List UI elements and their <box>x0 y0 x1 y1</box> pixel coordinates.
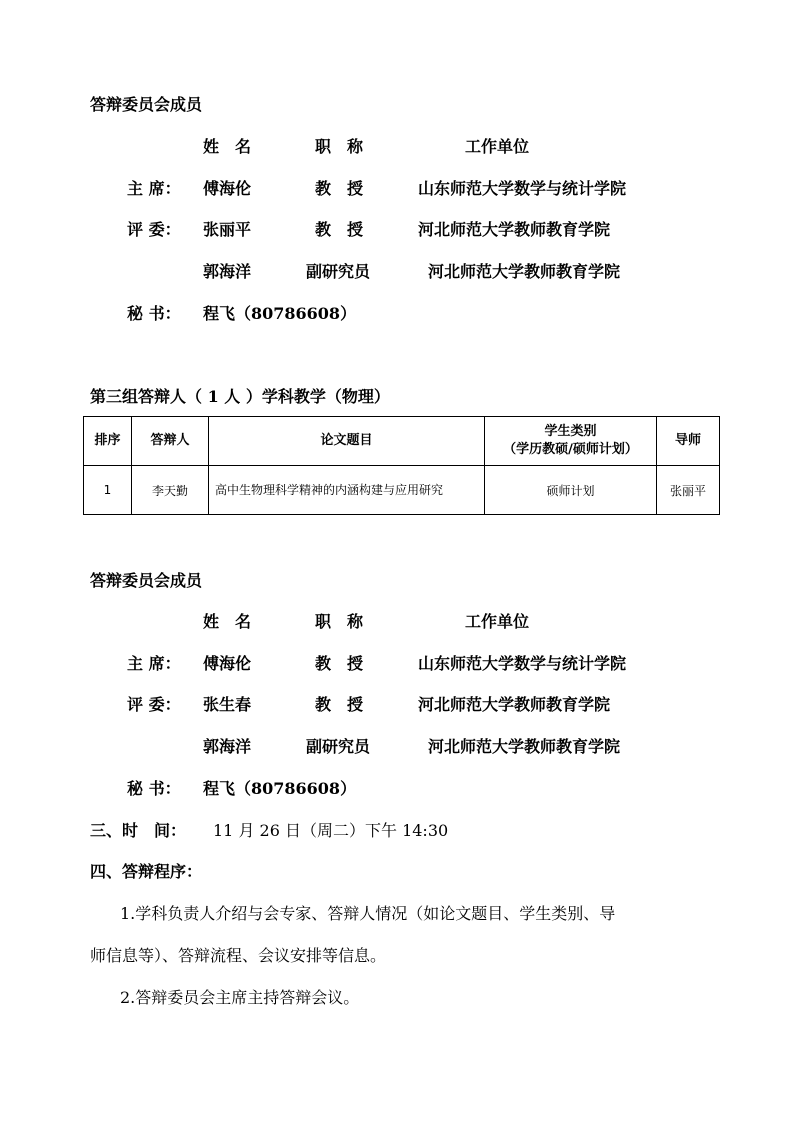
committee-2-chair-rank: 教 授 <box>315 654 364 673</box>
table-row <box>84 466 720 515</box>
committee-1-chair-name: 傅海伦 <box>203 179 252 198</box>
cell-thesis: 高中生物理科学精神的内涵构建与应用研究 <box>209 466 485 515</box>
header-category-line1: 学生类别 <box>544 424 597 439</box>
committee-2-chair-name: 傅海伦 <box>203 654 252 673</box>
committee-1-chair-rank: 教 授 <box>315 179 364 198</box>
header-category-line2: （学历教硕/硕师计划） <box>503 442 638 457</box>
header-name: 答辩人 <box>132 417 209 466</box>
header-advisor: 导师 <box>657 417 720 466</box>
committee-2-title: 答辩委员会成员 <box>90 571 203 590</box>
committee-1-member-1-name: 张丽平 <box>203 220 252 239</box>
committee-2-header-unit: 工作单位 <box>465 612 530 631</box>
procedure-title: 四、答辩程序： <box>90 862 203 881</box>
procedure-item-1-line-1: 1.学科负责人介绍与会专家、答辩人情况（如论文题目、学生类别、导 <box>120 904 616 923</box>
procedure-item-2: 2.答辩委员会主席主持答辩会议。 <box>120 988 360 1007</box>
header-thesis: 论文题目 <box>209 417 485 466</box>
committee-2-member-1-unit: 河北师范大学教师教育学院 <box>418 695 611 714</box>
time-value: 11 月 26 日（周二）下午 14:30 <box>213 821 449 840</box>
header-category <box>485 417 657 466</box>
group-3-title: 第三组答辩人（ 1 人 ）学科教学（物理） <box>90 387 390 406</box>
table-header-row <box>84 417 720 466</box>
committee-1-secretary-label: 秘 书： <box>127 304 181 323</box>
cell-category: 硕师计划 <box>485 466 657 515</box>
committee-1-header-unit: 工作单位 <box>465 137 530 156</box>
committee-2-secretary: 程飞（80786608） <box>203 779 357 798</box>
committee-2-chair-unit: 山东师范大学数学与统计学院 <box>418 654 627 673</box>
committee-1-chair-unit: 山东师范大学数学与统计学院 <box>418 179 627 198</box>
committee-2-header-rank: 职 称 <box>315 612 364 631</box>
committee-1-member-1-rank: 教 授 <box>315 220 364 239</box>
committee-2-member-2-name: 郭海洋 <box>203 737 252 756</box>
committee-2-secretary-label: 秘 书： <box>127 779 181 798</box>
committee-1-member-label: 评 委： <box>127 220 181 239</box>
time-label: 三、时 间： <box>90 821 187 840</box>
committee-2-member-1-rank: 教 授 <box>315 695 364 714</box>
committee-1-member-2-unit: 河北师范大学教师教育学院 <box>428 262 621 281</box>
committee-1-chair-label: 主 席： <box>127 179 181 198</box>
committee-2-chair-label: 主 席： <box>127 654 181 673</box>
procedure-item-1-line-2: 师信息等）、答辩流程、会议安排等信息。 <box>90 946 387 965</box>
committee-2-member-2-unit: 河北师范大学教师教育学院 <box>428 737 621 756</box>
committee-1-member-2-rank: 副研究员 <box>306 262 371 281</box>
cell-order: 1 <box>84 466 132 515</box>
cell-advisor: 张丽平 <box>657 466 720 515</box>
committee-2-member-2-rank: 副研究员 <box>306 737 371 756</box>
committee-2-member-1-name: 张生春 <box>203 695 252 714</box>
header-order: 排序 <box>84 417 132 466</box>
defense-table <box>83 416 720 515</box>
committee-1-header-name: 姓 名 <box>203 137 252 156</box>
committee-1-header-rank: 职 称 <box>315 137 364 156</box>
committee-2-header-name: 姓 名 <box>203 612 252 631</box>
cell-name: 李天勤 <box>132 466 209 515</box>
committee-2-member-label: 评 委： <box>127 695 181 714</box>
committee-1-title: 答辩委员会成员 <box>90 95 203 114</box>
committee-1-member-1-unit: 河北师范大学教师教育学院 <box>418 220 611 239</box>
committee-1-member-2-name: 郭海洋 <box>203 262 252 281</box>
committee-1-secretary: 程飞（80786608） <box>203 304 357 323</box>
